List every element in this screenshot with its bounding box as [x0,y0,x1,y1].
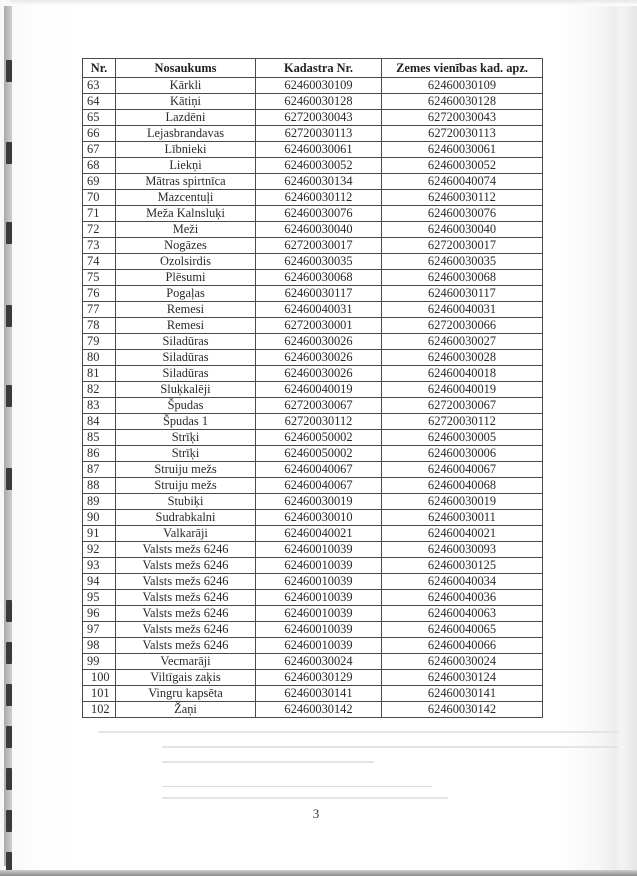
cell-nosaukums: Žaņi [116,702,256,718]
binding-hole-mark [6,810,12,832]
cell-nosaukums: Valkarāji [116,526,256,542]
cell-nr: 77 [83,302,116,318]
table-row [83,126,543,142]
show-through-line [98,731,618,733]
cell-nosaukums: Meži [116,222,256,238]
cell-nosaukums: Kārkli [116,78,256,94]
cell-zemes-kad-apz: 62720030066 [382,318,543,334]
cell-kadastra-nr: 62460040019 [256,382,382,398]
binding-hole-mark [6,468,12,490]
binding-hole-mark [6,600,12,622]
cell-nr: 64 [83,94,116,110]
cell-zemes-kad-apz: 62460030027 [382,334,543,350]
binding-hole-mark [6,385,12,407]
table-row [83,94,543,110]
cell-zemes-kad-apz: 62460040067 [382,462,543,478]
cell-nosaukums: Pogaļas [116,286,256,302]
cell-nosaukums: Špudas 1 [116,414,256,430]
cell-kadastra-nr: 62720030112 [256,414,382,430]
cell-zemes-kad-apz: 62460030093 [382,542,543,558]
cell-kadastra-nr: 62460040031 [256,302,382,318]
cell-kadastra-nr: 62720030017 [256,238,382,254]
cell-nosaukums: Meža Kalnsluķi [116,206,256,222]
cell-kadastra-nr: 62720030067 [256,398,382,414]
cell-nosaukums: Vingru kapsēta [116,686,256,702]
binding-hole-mark [6,768,12,790]
binding-hole-mark [6,305,12,327]
cell-zemes-kad-apz: 62460040074 [382,174,543,190]
cell-nosaukums: Struiju mežs [116,462,256,478]
cell-kadastra-nr: 62460030019 [256,494,382,510]
table-body [83,78,543,718]
cell-nr: 93 [83,558,116,574]
cell-nosaukums: Liekņi [116,158,256,174]
cell-kadastra-nr: 62460030141 [256,686,382,702]
table-row [83,558,543,574]
cell-kadastra-nr: 62460030112 [256,190,382,206]
cell-nosaukums: Struiju mežs [116,478,256,494]
table-row [83,190,543,206]
cell-kadastra-nr: 62460050002 [256,430,382,446]
table-row [83,494,543,510]
cell-nr: 95 [83,590,116,606]
table-row [83,686,543,702]
cell-zemes-kad-apz: 62460030141 [382,686,543,702]
table-row [83,606,543,622]
cell-nosaukums: Plēsumi [116,270,256,286]
cell-nosaukums: Remesi [116,302,256,318]
cell-kadastra-nr: 62460040067 [256,462,382,478]
table-row [83,174,543,190]
cell-zemes-kad-apz: 62460030005 [382,430,543,446]
cell-zemes-kad-apz: 62460040068 [382,478,543,494]
cell-kadastra-nr: 62460030068 [256,270,382,286]
cell-nosaukums: Remesi [116,318,256,334]
cell-nosaukums: Siladūras [116,350,256,366]
cell-nr: 71 [83,206,116,222]
table-row [83,590,543,606]
show-through-line [162,786,432,787]
cell-kadastra-nr: 62460030035 [256,254,382,270]
cell-kadastra-nr: 62460030134 [256,174,382,190]
cell-kadastra-nr: 62460010039 [256,542,382,558]
cell-zemes-kad-apz: 62460030011 [382,510,543,526]
table-row [83,382,543,398]
cell-nosaukums: Valsts mežs 6246 [116,590,256,606]
cell-nosaukums: Mazcentuļi [116,190,256,206]
cell-nr: 74 [83,254,116,270]
cell-nosaukums: Strīķi [116,430,256,446]
cell-kadastra-nr: 62460010039 [256,574,382,590]
cell-kadastra-nr: 62460030040 [256,222,382,238]
cell-nosaukums: Ozolsirdis [116,254,256,270]
table-row [83,510,543,526]
cell-zemes-kad-apz: 62460040034 [382,574,543,590]
binding-hole-mark [6,142,12,164]
cell-nr: 78 [83,318,116,334]
cell-nosaukums: Lejasbrandavas [116,126,256,142]
table-row [83,206,543,222]
cell-nr: 63 [83,78,116,94]
cell-zemes-kad-apz: 62460030061 [382,142,543,158]
column-header-zemes: Zemes vienības kad. apz. [382,59,543,78]
cell-nr: 67 [83,142,116,158]
cell-nosaukums: Vecmarāji [116,654,256,670]
cell-nr: 91 [83,526,116,542]
table-row [83,110,543,126]
cell-nosaukums: Valsts mežs 6246 [116,638,256,654]
cell-nr: 73 [83,238,116,254]
cell-nr: 76 [83,286,116,302]
cell-nr: 72 [83,222,116,238]
binding-hole-mark [6,222,12,244]
table-row [83,670,543,686]
cell-nr: 89 [83,494,116,510]
cell-nosaukums: Viltīgais zaķis [116,670,256,686]
table-row [83,414,543,430]
cell-nosaukums: Valsts mežs 6246 [116,574,256,590]
cell-kadastra-nr: 62460030076 [256,206,382,222]
cell-nr: 66 [83,126,116,142]
cell-kadastra-nr: 62460010039 [256,590,382,606]
cell-zemes-kad-apz: 62460030028 [382,350,543,366]
table-row [83,158,543,174]
cell-zemes-kad-apz: 62720030017 [382,238,543,254]
cell-nr: 83 [83,398,116,414]
table-row [83,446,543,462]
table-row [83,398,543,414]
cell-zemes-kad-apz: 62460040065 [382,622,543,638]
table-row [83,462,543,478]
cell-kadastra-nr: 62460030129 [256,670,382,686]
cell-nr: 65 [83,110,116,126]
cell-nosaukums: Sluķkalēji [116,382,256,398]
cell-zemes-kad-apz: 62460030109 [382,78,543,94]
cell-nr: 92 [83,542,116,558]
cell-nosaukums: Lazdēni [116,110,256,126]
table-row [83,350,543,366]
column-header-nr: Nr. [83,59,116,78]
cell-nosaukums: Špudas [116,398,256,414]
table-row [83,286,543,302]
cell-nr: 88 [83,478,116,494]
cell-kadastra-nr: 62460010039 [256,606,382,622]
table-row [83,78,543,94]
cell-kadastra-nr: 62460030026 [256,366,382,382]
table-row [83,270,543,286]
cell-kadastra-nr: 62460030142 [256,702,382,718]
table-row [83,318,543,334]
binding-hole-mark [6,684,12,706]
cell-kadastra-nr: 62460030109 [256,78,382,94]
cell-nosaukums: Valsts mežs 6246 [116,542,256,558]
cell-nr: 80 [83,350,116,366]
table-row [83,254,543,270]
cell-zemes-kad-apz: 62460040066 [382,638,543,654]
cell-zemes-kad-apz: 62460030112 [382,190,543,206]
cell-nosaukums: Sudrabkalni [116,510,256,526]
cell-nr: 79 [83,334,116,350]
cell-zemes-kad-apz: 62460030024 [382,654,543,670]
binding-hole-mark [6,726,12,748]
cell-zemes-kad-apz: 62460040036 [382,590,543,606]
cell-nosaukums: Kātiņi [116,94,256,110]
cell-kadastra-nr: 62460010039 [256,638,382,654]
table-row [83,654,543,670]
property-register-table [82,58,543,718]
cell-nr: 82 [83,382,116,398]
cell-kadastra-nr: 62720030113 [256,126,382,142]
cell-zemes-kad-apz: 62720030112 [382,414,543,430]
table-row [83,430,543,446]
cell-kadastra-nr: 62720030001 [256,318,382,334]
table-row [83,622,543,638]
cell-nr: 90 [83,510,116,526]
table-row [83,574,543,590]
cell-kadastra-nr: 62460010039 [256,622,382,638]
cell-zemes-kad-apz: 62460030040 [382,222,543,238]
page-number: 3 [312,806,320,821]
cell-kadastra-nr: 62460040021 [256,526,382,542]
cell-nr: 68 [83,158,116,174]
cell-kadastra-nr: 62720030043 [256,110,382,126]
cell-zemes-kad-apz: 62460030068 [382,270,543,286]
cell-kadastra-nr: 62460030026 [256,350,382,366]
cell-nr: 85 [83,430,116,446]
cell-zemes-kad-apz: 62460030142 [382,702,543,718]
cell-zemes-kad-apz: 62460030052 [382,158,543,174]
table-row [83,478,543,494]
cell-zemes-kad-apz: 62460030117 [382,286,543,302]
cell-nr: 87 [83,462,116,478]
table-row [83,238,543,254]
cell-zemes-kad-apz: 62460040019 [382,382,543,398]
cell-nosaukums: Nogāzes [116,238,256,254]
cell-nr: 94 [83,574,116,590]
cell-nr: 86 [83,446,116,462]
cell-zemes-kad-apz: 62720030043 [382,110,543,126]
cell-nr: 75 [83,270,116,286]
cell-nosaukums: Valsts mežs 6246 [116,558,256,574]
cell-zemes-kad-apz: 62460030035 [382,254,543,270]
cell-nosaukums: Strīķi [116,446,256,462]
cell-nosaukums: Siladūras [116,366,256,382]
cell-nosaukums: Lībnieki [116,142,256,158]
cell-nr: 101 [83,686,116,702]
cell-nr: 97 [83,622,116,638]
cell-nosaukums: Valsts mežs 6246 [116,622,256,638]
cell-nr: 100 [83,670,116,686]
cell-zemes-kad-apz: 62460030076 [382,206,543,222]
cell-nosaukums: Siladūras [116,334,256,350]
cell-zemes-kad-apz: 62460030128 [382,94,543,110]
table-row [83,526,543,542]
table-row [83,222,543,238]
cell-kadastra-nr: 62460030052 [256,158,382,174]
show-through-line [162,797,448,799]
cell-zemes-kad-apz: 62460040031 [382,302,543,318]
binding-hole-mark [6,60,12,82]
cell-kadastra-nr: 62460030010 [256,510,382,526]
cell-nr: 96 [83,606,116,622]
table-row [83,334,543,350]
cell-kadastra-nr: 62460010039 [256,558,382,574]
table-row [83,142,543,158]
page-top-edge [10,0,637,6]
cell-nr: 98 [83,638,116,654]
column-header-nosaukums: Nosaukums [116,59,256,78]
cell-nr: 84 [83,414,116,430]
cell-kadastra-nr: 62460030026 [256,334,382,350]
cell-nosaukums: Valsts mežs 6246 [116,606,256,622]
table-row [83,638,543,654]
cell-nosaukums: Mātras spirtnīca [116,174,256,190]
cell-zemes-kad-apz: 62460030125 [382,558,543,574]
cell-nr: 81 [83,366,116,382]
cell-zemes-kad-apz: 62460030006 [382,446,543,462]
cell-kadastra-nr: 62460030061 [256,142,382,158]
show-through-line [162,761,374,763]
table-row [83,542,543,558]
page-bottom-edge [0,870,637,876]
cell-kadastra-nr: 62460030117 [256,286,382,302]
show-through-line [162,746,618,748]
cell-kadastra-nr: 62460040067 [256,478,382,494]
table-row [83,366,543,382]
cell-kadastra-nr: 62460030024 [256,654,382,670]
cell-zemes-kad-apz: 62460030019 [382,494,543,510]
binding-hole-mark [6,642,12,664]
cell-nr: 102 [83,702,116,718]
cell-kadastra-nr: 62460050002 [256,446,382,462]
cell-zemes-kad-apz: 62720030067 [382,398,543,414]
table-header-row [83,59,543,78]
table-row [83,702,543,718]
cell-zemes-kad-apz: 62460030124 [382,670,543,686]
cell-nr: 69 [83,174,116,190]
cell-kadastra-nr: 62460030128 [256,94,382,110]
column-header-kadastra: Kadastra Nr. [256,59,382,78]
cell-zemes-kad-apz: 62460040021 [382,526,543,542]
cell-nosaukums: Stubiķi [116,494,256,510]
cell-zemes-kad-apz: 62720030113 [382,126,543,142]
cell-zemes-kad-apz: 62460040063 [382,606,543,622]
cell-zemes-kad-apz: 62460040018 [382,366,543,382]
table-row [83,302,543,318]
cell-nr: 70 [83,190,116,206]
cell-nr: 99 [83,654,116,670]
